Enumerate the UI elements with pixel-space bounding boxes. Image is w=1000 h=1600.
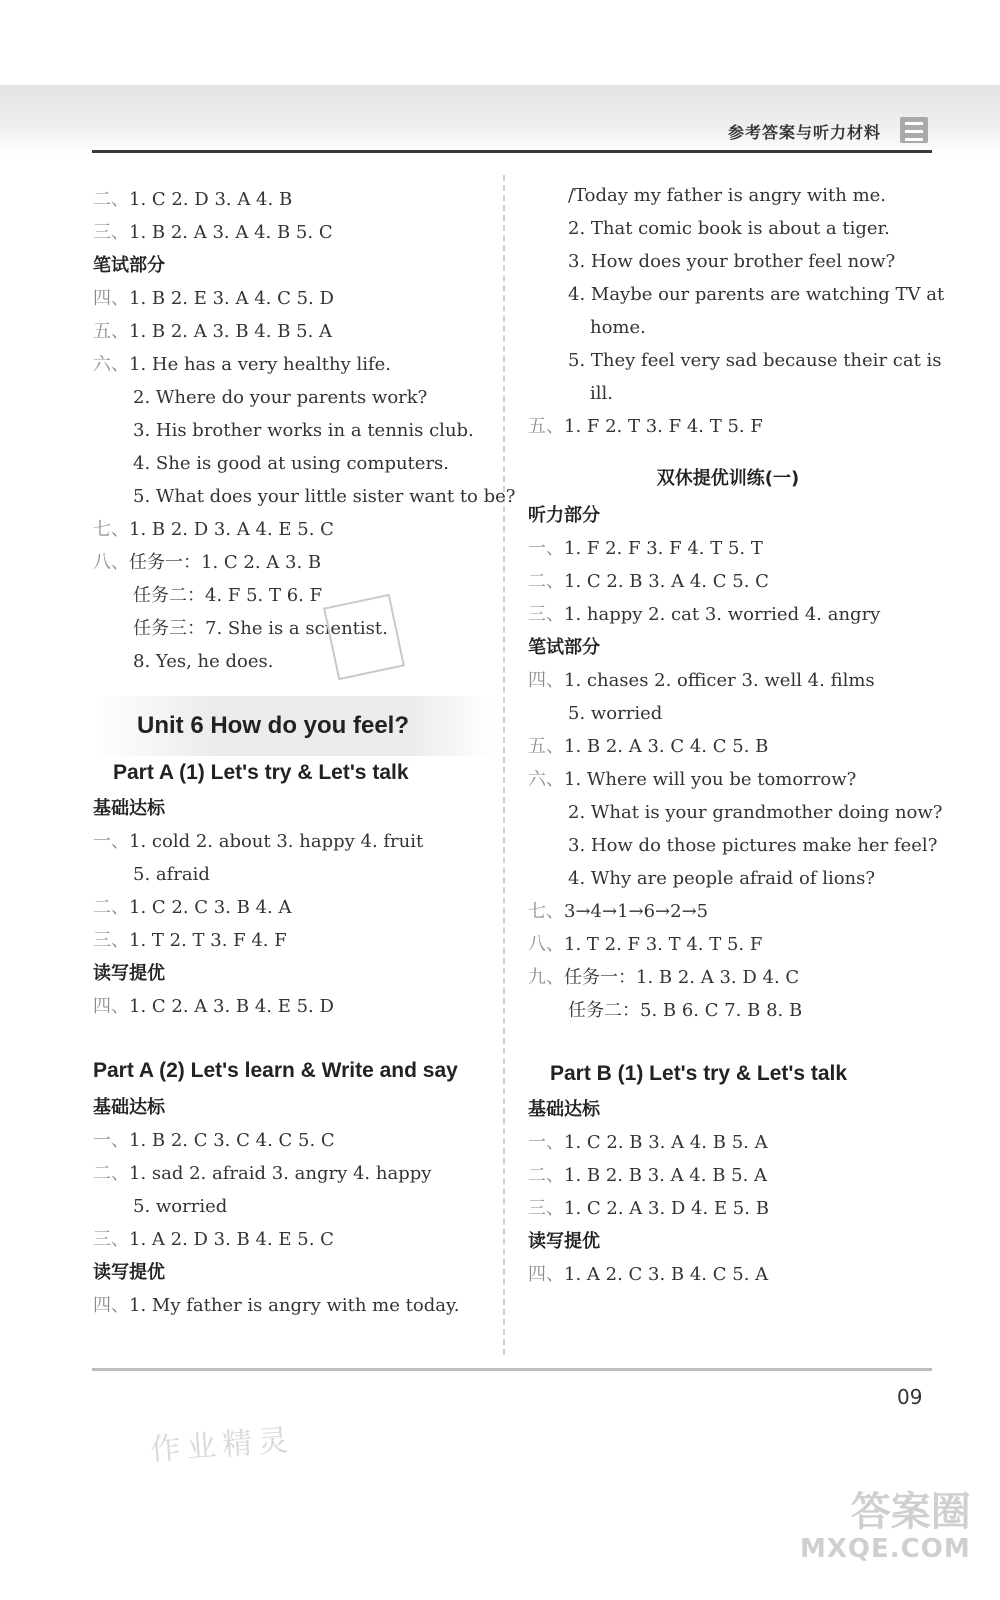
answer-text: 1. sad 2. afraid 3. angry 4. happy [129, 1163, 432, 1184]
answer-line [528, 1126, 928, 1159]
section-heading: 读写提优 [93, 963, 165, 984]
item-mark: 一、 [93, 831, 129, 852]
answer-line [528, 532, 928, 565]
section-heading: 听力部分 [528, 505, 600, 526]
item-mark: 一、 [528, 538, 564, 559]
answer-text: 1. B 2. E 3. A 4. C 5. D [129, 288, 334, 309]
watermark-text: 作业精灵 [149, 1423, 296, 1468]
section-heading: 笔试部分 [93, 255, 165, 276]
section-heading: 基础达标 [528, 1099, 600, 1120]
answer-line: 5. afraid [133, 864, 210, 885]
site-watermark-top: 答案圈 [850, 1489, 971, 1535]
answer-text: 任务一：1. C 2. A 3. B [129, 552, 322, 573]
item-mark: 五、 [93, 321, 129, 342]
answer-line [528, 664, 928, 697]
section-heading: 笔试部分 [528, 637, 600, 658]
answer-text: 1. B 2. A 3. B 4. B 5. A [129, 321, 333, 342]
answer-line [93, 513, 493, 546]
answer-text: 1. T 2. T 3. F 4. F [129, 930, 287, 951]
answer-line: 5. They feel very sad because their cat is [568, 350, 942, 371]
item-mark: 二、 [528, 571, 564, 592]
answer-line [93, 924, 493, 957]
item-mark: 三、 [528, 604, 564, 625]
answer-line [528, 598, 928, 631]
answer-text: 1. cold 2. about 3. happy 4. fruit [129, 831, 424, 852]
answer-line [93, 990, 493, 1023]
answer-line [93, 1223, 493, 1256]
answer-line: 5. worried [133, 1196, 228, 1217]
answer-text: 1. C 2. C 3. B 4. A [129, 897, 292, 918]
item-mark: 七、 [93, 519, 129, 540]
item-mark: 八、 [528, 934, 564, 955]
item-mark: 三、 [528, 1198, 564, 1219]
answer-line [93, 825, 493, 858]
page-number: 09 [897, 1385, 923, 1409]
part-title: Part A (2) Let's learn & Write and say [93, 1059, 458, 1082]
answer-line [93, 891, 493, 924]
answer-text: 1. C 2. D 3. A 4. B [129, 189, 293, 210]
item-mark: 二、 [93, 1163, 129, 1184]
part-title: Part A (1) Let's try & Let's talk [113, 761, 409, 784]
header-rule [92, 150, 932, 153]
column-divider [503, 175, 505, 1355]
item-mark: 四、 [93, 996, 129, 1017]
answer-text: 1. B 2. B 3. A 4. B 5. A [564, 1165, 768, 1186]
answer-line: 4. Maybe our parents are watching TV at [568, 284, 945, 305]
header-title: 参考答案与听力材料 [728, 123, 882, 142]
answer-line [528, 410, 928, 443]
answer-text: 1. F 2. F 3. F 4. T 5. T [564, 538, 763, 559]
answer-line: 2. That comic book is about a tiger. [568, 218, 890, 239]
answer-line [528, 730, 928, 763]
answer-line [93, 216, 493, 249]
answer-line: 4. Why are people afraid of lions? [568, 868, 876, 889]
right-column [528, 179, 945, 1291]
item-mark: 九、 [528, 967, 564, 988]
section-heading: 读写提优 [93, 1262, 165, 1283]
answer-line: ill. [590, 383, 613, 404]
item-mark: 五、 [528, 736, 564, 757]
answer-text: 1. C 2. B 3. A 4. C 5. C [564, 571, 769, 592]
answer-line: 任务二：5. B 6. C 7. B 8. B [568, 1000, 803, 1021]
answer-line: 2. Where do your parents work? [133, 387, 428, 408]
practice-title: 双休提优训练(一) [656, 468, 800, 489]
item-mark: 一、 [528, 1132, 564, 1153]
answer-text: 1. Where will you be tomorrow? [564, 769, 857, 790]
item-mark: 四、 [93, 1295, 129, 1316]
answer-line [93, 183, 493, 216]
answer-text: 1. He has a very healthy life. [129, 354, 392, 375]
site-watermark [800, 1490, 971, 1564]
item-mark: 六、 [93, 354, 129, 375]
answer-line [93, 546, 493, 579]
item-mark: 四、 [528, 1264, 564, 1285]
answer-line [93, 1289, 493, 1322]
item-mark: 二、 [93, 897, 129, 918]
answer-line [528, 928, 928, 961]
answer-line: 8. Yes, he does. [133, 651, 274, 672]
answer-line: 3. How do those pictures make her feel? [568, 835, 938, 856]
section-heading: 基础达标 [93, 798, 165, 819]
section-heading: 读写提优 [528, 1231, 600, 1252]
item-mark: 八、 [93, 552, 129, 573]
item-mark: 三、 [93, 930, 129, 951]
answer-line: 3. His brother works in a tennis club. [133, 420, 474, 441]
answer-line [528, 961, 928, 994]
answer-text: 1. A 2. C 3. B 4. C 5. A [564, 1264, 769, 1285]
answer-line [93, 315, 493, 348]
answer-line: 任务二：4. F 5. T 6. F [133, 585, 323, 606]
answer-line: 4. She is good at using computers. [133, 453, 450, 474]
answer-line: /Today my father is angry with me. [568, 185, 887, 206]
answer-text: 1. chases 2. officer 3. well 4. films [564, 670, 875, 691]
item-mark: 四、 [93, 288, 129, 309]
answer-line [93, 1124, 493, 1157]
footer-rule [92, 1368, 932, 1371]
answer-line [93, 348, 493, 381]
answer-text: 1. B 2. D 3. A 4. E 5. C [129, 519, 334, 540]
item-mark: 三、 [93, 1229, 129, 1250]
answer-text: 1. B 2. A 3. C 4. C 5. B [564, 736, 769, 757]
answer-line: 5. What does your little sister want to be? [133, 486, 516, 507]
section-heading: 基础达标 [93, 1097, 165, 1118]
answer-line [528, 1159, 928, 1192]
item-mark: 五、 [528, 416, 564, 437]
item-mark: 三、 [93, 222, 129, 243]
item-mark: 二、 [528, 1165, 564, 1186]
book-icon [900, 117, 928, 143]
answer-text: 1. My father is angry with me today. [129, 1295, 460, 1316]
answer-text: 1. T 2. F 3. T 4. T 5. F [564, 934, 763, 955]
unit-title: Unit 6 How do you feel? [93, 696, 493, 756]
item-mark: 一、 [93, 1130, 129, 1151]
answer-line [528, 1258, 928, 1291]
item-mark: 六、 [528, 769, 564, 790]
answer-line: 3. How does your brother feel now? [568, 251, 896, 272]
item-mark: 四、 [528, 670, 564, 691]
answer-text: 1. C 2. A 3. D 4. E 5. B [564, 1198, 769, 1219]
answer-text: 1. C 2. A 3. B 4. E 5. D [129, 996, 334, 1017]
site-watermark-bottom: MXQE.COM [800, 1534, 971, 1564]
part-title: Part B (1) Let's try & Let's talk [550, 1062, 848, 1085]
answer-line: home. [590, 317, 646, 338]
answer-line: 任务三：7. She is a scientist. [133, 618, 388, 639]
answer-text: 1. F 2. T 3. F 4. T 5. F [564, 416, 763, 437]
answer-line [93, 1157, 493, 1190]
answer-text: 1. B 2. A 3. A 4. B 5. C [129, 222, 333, 243]
item-mark: 七、 [528, 901, 564, 922]
answer-line: 5. worried [568, 703, 663, 724]
left-column [93, 183, 516, 1322]
answer-text: 任务一：1. B 2. A 3. D 4. C [564, 967, 800, 988]
answer-text: 1. B 2. C 3. C 4. C 5. C [129, 1130, 335, 1151]
answer-text: 1. A 2. D 3. B 4. E 5. C [129, 1229, 334, 1250]
answer-line [528, 1192, 928, 1225]
answer-line [93, 282, 493, 315]
answer-line [528, 565, 928, 598]
answer-text: 1. happy 2. cat 3. worried 4. angry [564, 604, 881, 625]
answer-text: 3→4→1→6→2→5 [564, 901, 709, 922]
answer-line [528, 895, 928, 928]
answer-line [528, 763, 928, 796]
item-mark: 二、 [93, 189, 129, 210]
answer-line: 2. What is your grandmother doing now? [568, 802, 943, 823]
answer-text: 1. C 2. B 3. A 4. B 5. A [564, 1132, 768, 1153]
